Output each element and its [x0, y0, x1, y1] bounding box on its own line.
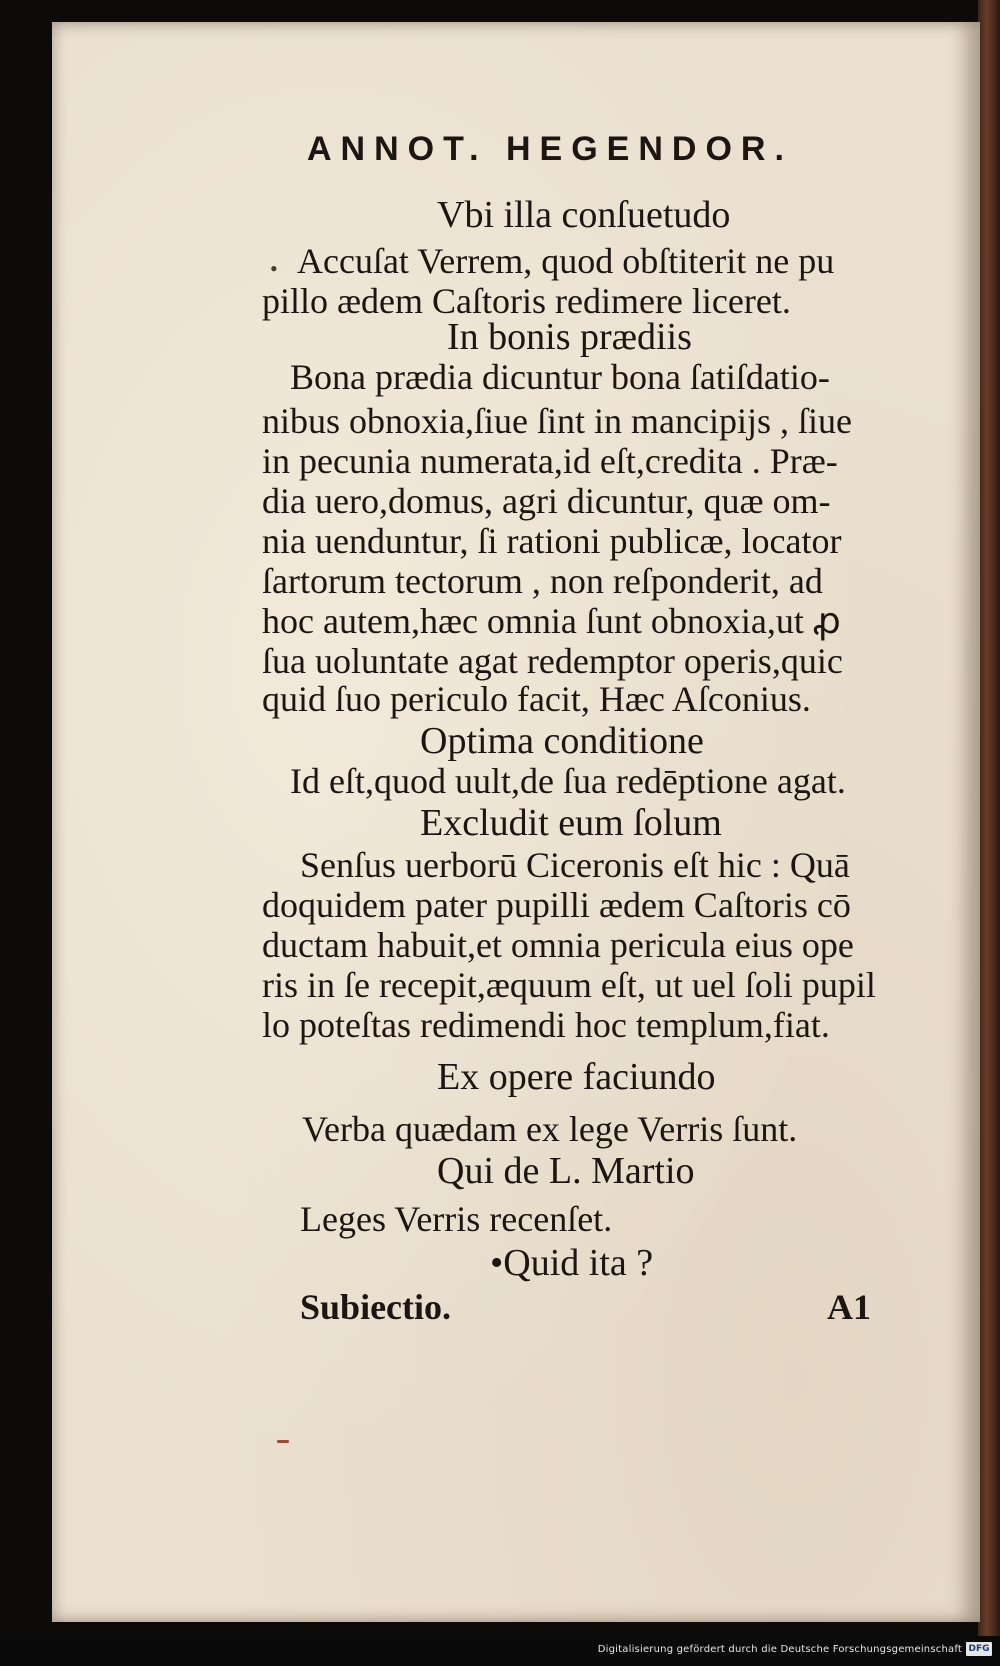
heading-line: Ex opere faciundo: [437, 1056, 716, 1098]
heading-line: Optima conditione: [420, 720, 704, 762]
text-line: ſua uoluntate agat redemptor operis,quic: [262, 641, 843, 681]
footer-credit: Digitalisierung gefördert durch die Deutsche Forschungsgemeinschaft: [597, 1644, 962, 1655]
text-line: dia uero,domus, agri dicuntur, quæ om-: [262, 481, 831, 521]
text-line: ris in ſe recepit,æquum eſt, ut uel ſoli pupil: [262, 965, 876, 1005]
text-line: nibus obnoxia,ſiue ſint in mancipijs , ſiue: [262, 401, 852, 441]
heading-line: In bonis prædiis: [447, 316, 692, 358]
text-line: lo poteſtas redimendi hoc templum,fiat.: [262, 1005, 830, 1045]
heading-line: •Quid ita ?: [490, 1242, 654, 1284]
text-line: Verba quædam ex lege Verris ſunt.: [302, 1109, 798, 1149]
page-text: [52, 22, 980, 1622]
text-line: hoc autem,hæc omnia ſunt obnoxia,ut ꝓ: [262, 601, 841, 641]
book-edge: [978, 0, 1000, 1636]
text-line: nia uenduntur, ſi rationi publicæ, locator: [262, 521, 842, 561]
text-line: Leges Verris recenſet.: [300, 1199, 613, 1239]
text-line: Bona prædia dicuntur bona ſatiſdatio-: [290, 357, 830, 397]
heading-line: Qui de L. Martio: [437, 1150, 695, 1192]
dfg-logo-icon: DFG: [966, 1642, 992, 1656]
text-line: quid ſuo periculo facit, Hæc Aſconius.: [262, 679, 811, 719]
text-line: Senſus uerborū Ciceronis eſt hic : Quā: [300, 845, 850, 885]
ink-spot: [277, 1440, 289, 1443]
heading-line: Vbi illa conſuetudo: [437, 194, 731, 236]
text-line: in pecunia numerata,id eſt,credita . Præ-: [262, 441, 838, 481]
text-line: Id eſt,quod uult,de ſua redēptione agat.: [290, 761, 846, 801]
marginal-mark: •: [270, 256, 278, 281]
catchword: Subiectio.: [300, 1287, 452, 1327]
text-line: ſartorum tectorum , non reſponderit, ad: [262, 561, 823, 601]
text-line: pillo ædem Caſtoris redimere liceret.: [262, 281, 791, 321]
text-line: ductam habuit,et omnia pericula eius ope: [262, 925, 854, 965]
signature-mark: A1: [827, 1287, 871, 1327]
running-head: ANNOT. HEGENDOR.: [307, 130, 793, 168]
book-page: [52, 22, 980, 1622]
text-line: Accuſat Verrem, quod obſtiterit ne pu: [297, 241, 835, 281]
text-line: doquidem pater pupilli ædem Caſtoris cō: [262, 885, 851, 925]
heading-line: Excludit eum ſolum: [420, 802, 722, 844]
